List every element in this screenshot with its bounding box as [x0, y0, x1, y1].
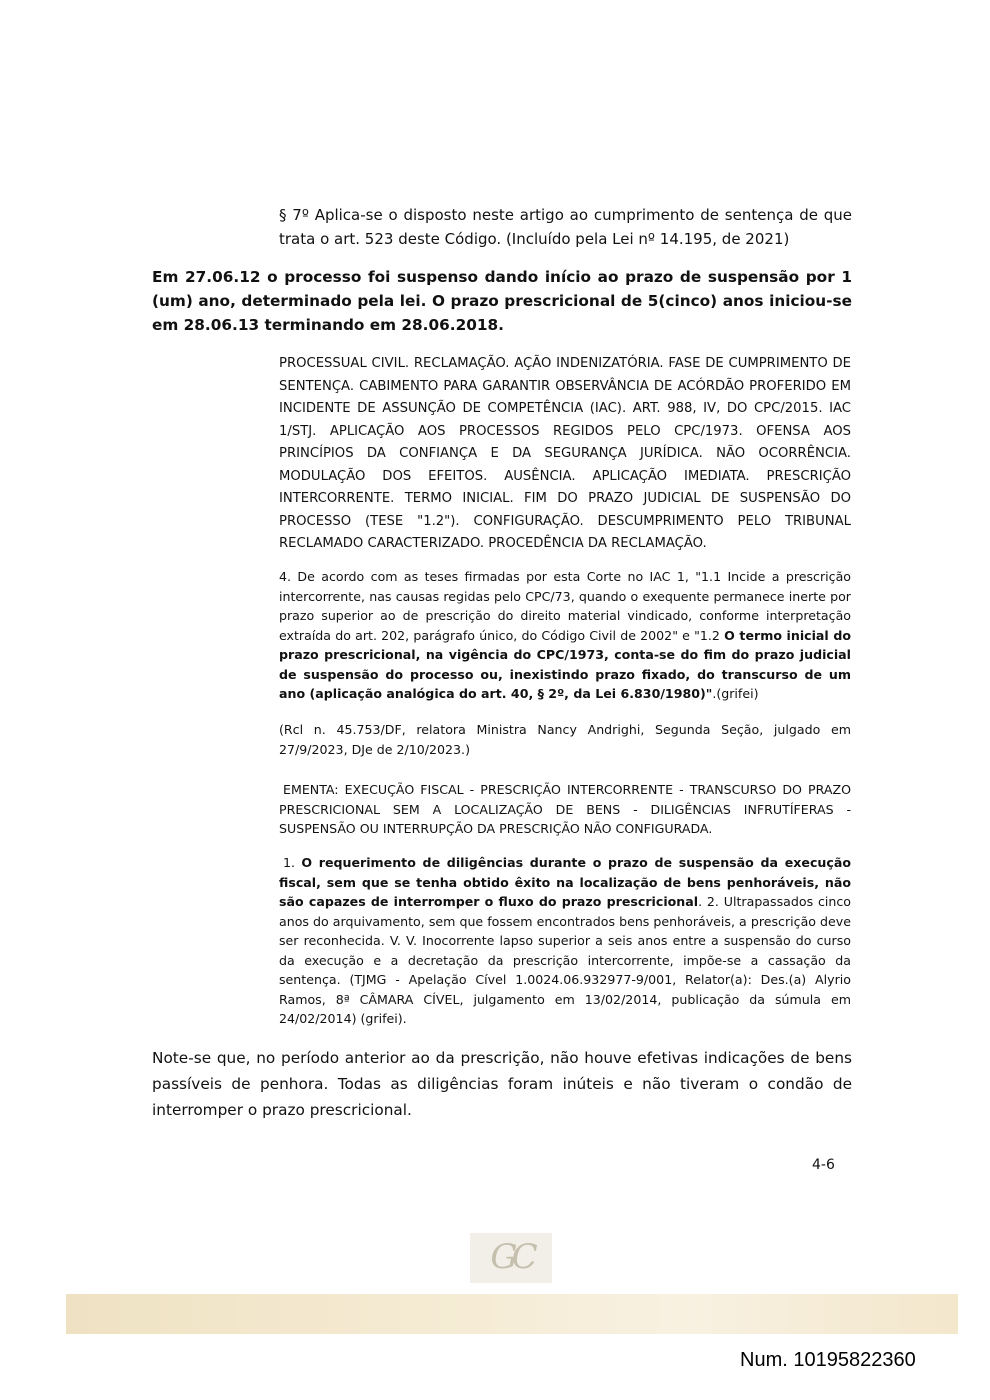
quote-stj-ementa: PROCESSUAL CIVIL. RECLAMAÇÃO. AÇÃO INDENIZATÓRIA. FASE DE CUMPRIMENTO DE SENTENÇA. CABIMENTO PARA GARANTIR OBSERVÂNCIA DE ACÓRDÃO PROFERIDO EM INCIDENTE DE ASSUNÇÃO DE COMPETÊNCIA (IAC). ART. 988, IV, DO CPC/2015. IAC 1/STJ. APLICAÇÃO AOS PROCESSOS REGIDOS PELO CPC/1973. OFENSA AOS PRINCÍPIOS DA CONFIANÇA E DA SEGURANÇA JURÍDICA. NÃO OCORRÊNCIA. MODULAÇÃO DOS EFEITOS. AUSÊNCIA. APLICAÇÃO IMEDIATA. PRESCRIÇÃO INTERCORRENTE. TERMO INICIAL. FIM DO PRAZO JUDICIAL DE SUSPENSÃO DO PROCESSO (TESE "1.2"). CONFIGURAÇÃO. DESCUMPRIMENTO PELO TRIBUNAL RECLAMADO CARACTERIZADO. PROCEDÊNCIA DA RECLAMAÇÃO.	[279, 356, 851, 551]
quote-iac-text: 4. De acordo com as teses firmadas por esta Corte no IAC 1, "1.1 Incide a prescrição intercorrente, nas causas regidas pelo CPC/73, quando o exequente permanece inerte por prazo superior ao de prescrição do direito material vindicado, conforme interpretação extraída do art. 202, parágrafo único, do Código Civil de 2002" e "1.2	[279, 569, 851, 643]
quote-tjmg-ementa: EMENTA: EXECUÇÃO FISCAL - PRESCRIÇÃO INTERCORRENTE - TRANSCURSO DO PRAZO PRESCRICIONAL SEM A LOCALIZAÇÃO DE BENS - DILIGÊNCIAS INFRUTÍFERAS - SUSPENSÃO OU INTERRUPÇÃO DA PRESCRIÇÃO NÃO CONFIGURADA.	[279, 782, 851, 836]
page-number: 4-6	[812, 1157, 835, 1173]
paragraph-conclusion: Note-se que, no período anterior ao da prescrição, não houve efetivas indicações de bens passíveis de penhora. Todas as diligências foram inúteis e não tiveram o condão de interromper o prazo prescricional.	[152, 1049, 852, 1119]
document-number: Num. 10195822360	[740, 1349, 916, 1371]
quote-tjmg-number: 1.	[283, 855, 302, 870]
quote-iac-bold: O termo inicial do prazo prescricional, na vigência do CPC/1973, conta-se do fim do prazo judicial de suspensão do processo ou, inexistindo prazo fixado, do transcurso de um ano (aplicação analógica do art. 40, § 2º, da Lei 6.830/1980)"	[279, 627, 851, 701]
paragraph-cpc-article: § 7º Aplica-se o disposto neste artigo ao cumprimento de sentença de que trata o art. 523 deste Código. (Incluído pela Lei nº 14.195, de 2021)	[279, 206, 852, 248]
footer-decorative-band	[66, 1294, 958, 1334]
firm-logo-monogram: GC	[490, 1237, 532, 1277]
quote-tjmg-bold: O requerimento de diligências durante o prazo de suspensão da execução fiscal, sem que se tenha obtido êxito na localização de bens penhoráveis, não são capazes de interromper o fluxo do prazo prescricional	[279, 855, 851, 909]
quote-tjmg-decision	[279, 853, 851, 1029]
firm-logo	[470, 1233, 552, 1283]
paragraph-suspension-dates: Em 27.06.12 o processo foi suspenso dando início ao prazo de suspensão por 1 (um) ano, determinado pela lei. O prazo prescricional de 5(cinco) anos iniciou-se em 28.06.13 terminando em 28.06.2018.	[152, 268, 852, 334]
quote-rcl-citation: (Rcl n. 45.753/DF, relatora Ministra Nancy Andrighi, Segunda Seção, julgado em 27/9/2023, DJe de 2/10/2023.)	[279, 722, 851, 757]
quote-iac-thesis	[279, 567, 851, 704]
quote-iac-grifei: .(grifei)	[712, 686, 759, 701]
quote-tjmg-text: . 2. Ultrapassados cinco anos do arquivamento, sem que fossem encontrados bens penhoráveis, a prescrição deve ser reconhecida. V. V. Inocorrente lapso superior a seis anos entre a suspensão do curso da execução e a decretação da prescrição intercorrente, impõe-se a cassação da sentença. (TJMG - Apelação Cível 1.0024.06.932977-9/001, Relator(a): Des.(a) Alyrio Ramos, 8ª CÂMARA CÍVEL, julgamento em 13/02/2014, publicação da súmula em 24/02/2014) (grifei).	[279, 894, 851, 1026]
